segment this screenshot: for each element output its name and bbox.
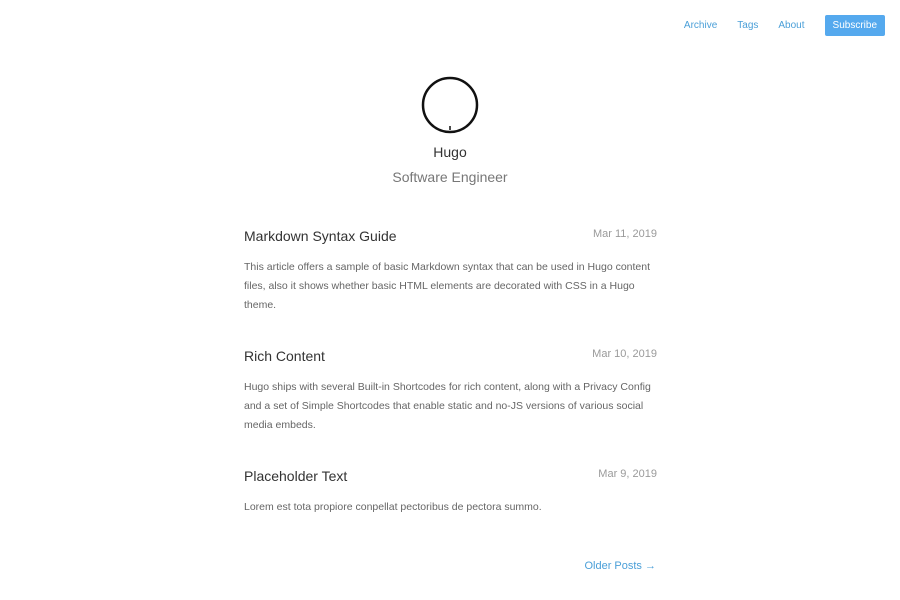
profile — [0, 76, 900, 187]
nav-link-tags[interactable]: Tags — [737, 20, 759, 31]
subscribe-button[interactable]: Subscribe — [825, 15, 885, 36]
top-nav — [684, 15, 885, 36]
post-title-link[interactable]: Markdown Syntax Guide — [244, 228, 397, 244]
post-title-link[interactable]: Rich Content — [244, 348, 325, 364]
profile-name: Hugo — [433, 144, 467, 160]
post-date: Mar 9, 2019 — [598, 468, 657, 480]
post-excerpt: Hugo ships with several Built-in Shortcodes for rich content, along with a Privacy Config and a set of Simple Shortcodes that enable static and no-JS versions of various social media embeds. — [244, 381, 651, 431]
post-header — [244, 344, 657, 368]
post-list — [244, 224, 657, 546]
avatar-circle-icon — [421, 76, 479, 134]
post-excerpt: This article offers a sample of basic Markdown syntax that can be used in Hugo content files, also it shows whether basic HTML elements are decorated with CSS in a Hugo theme. — [244, 261, 651, 311]
post-header — [244, 464, 657, 488]
post-item — [244, 224, 657, 315]
nav-link-about[interactable]: About — [778, 20, 805, 31]
older-posts-link[interactable]: Older Posts → — [584, 560, 656, 572]
post-excerpt: Lorem est tota propiore conpellat pectoribus de pectora summo. — [244, 501, 542, 513]
post-item — [244, 344, 657, 435]
post-header — [244, 224, 657, 248]
nav-link-archive[interactable]: Archive — [683, 20, 718, 31]
post-item — [244, 464, 657, 517]
post-title-link[interactable]: Placeholder Text — [244, 468, 348, 484]
profile-role: Software Engineer — [392, 169, 508, 185]
post-date: Mar 10, 2019 — [592, 348, 657, 360]
post-date: Mar 11, 2019 — [592, 228, 657, 240]
